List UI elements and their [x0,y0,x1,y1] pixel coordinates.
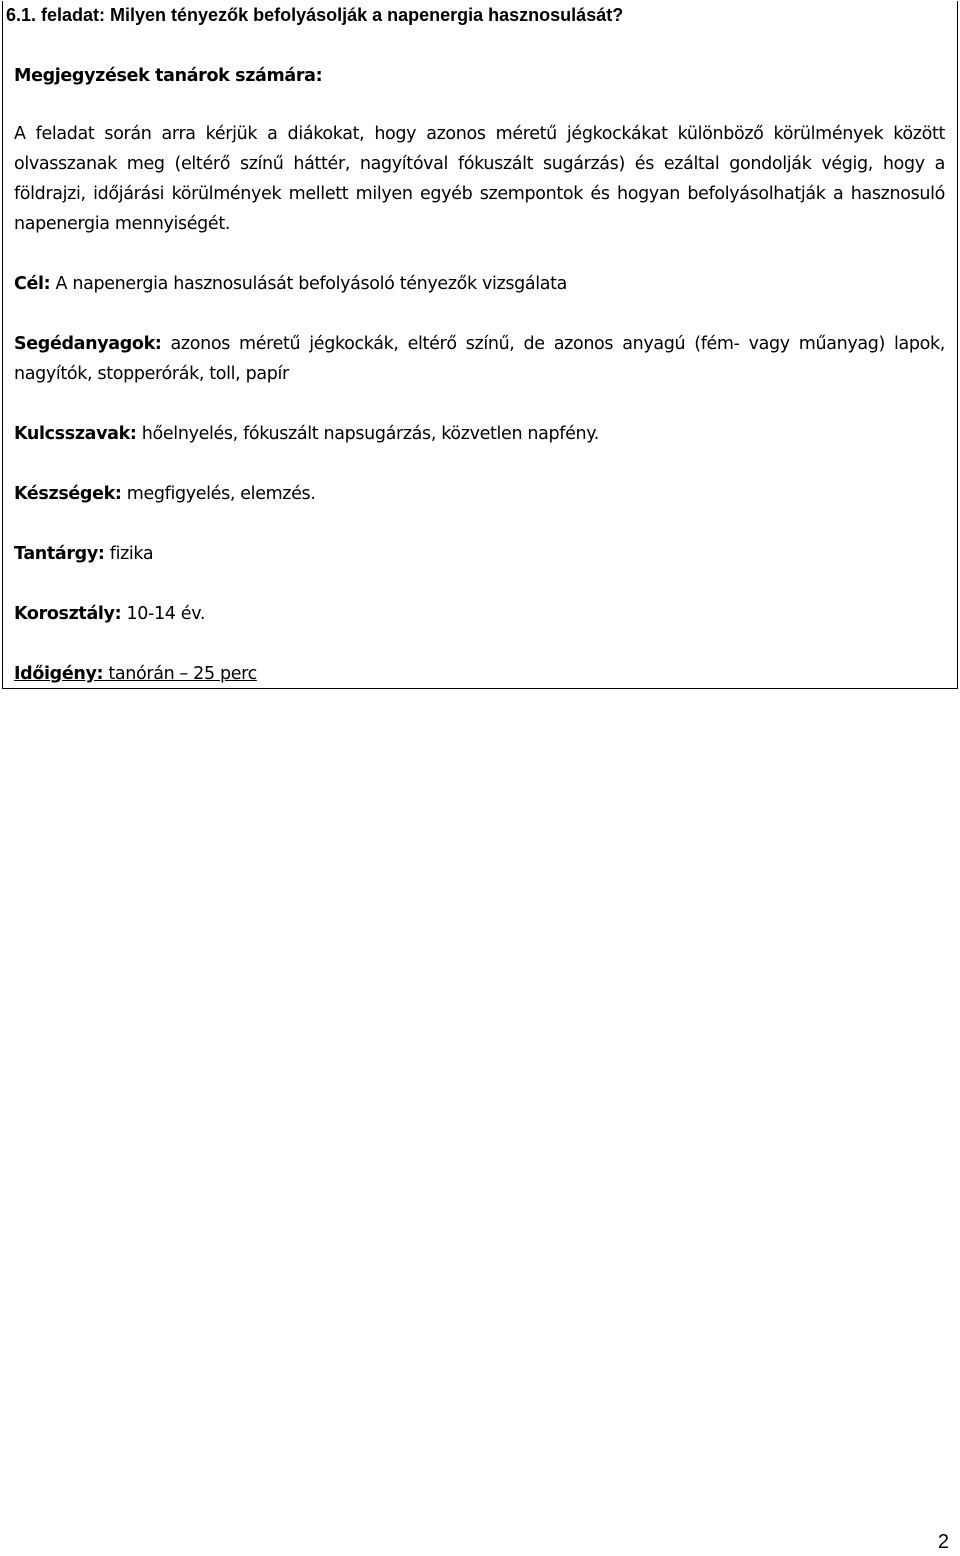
materials-label: Segédanyagok: [14,334,162,354]
subject-value: fizika [109,544,154,564]
goal-value: A napenergia hasznosulását befolyásoló tényezők vizsgálata [55,274,568,294]
age-group-field [14,599,945,629]
goal-field [14,269,945,299]
intro-paragraph: A feladat során arra kérjük a diákokat, hogy azonos méretű jégkockákat különböző körülmények között olvasszanak meg (eltérő színű háttér, nagyítóval fókuszált sugárzás) és ezáltal gondolják végig, hogy a földrajzi, időjárási körülmények mellett milyen egyéb szempontok és hogyan befolyásolhatják a hasznosuló napenergia mennyiségét. [14,124,945,234]
subject-label: Tantárgy: [14,544,105,564]
time-required-label: Időigény: [14,664,104,684]
keywords-field [14,419,945,449]
keywords-value: hőelnyelés, fókuszált napsugárzás, közvetlen napfény. [141,424,599,444]
subject-field [14,539,945,569]
page-number: 2 [937,1531,949,1553]
keywords-label: Kulcsszavak: [14,424,137,444]
section-title: 6.1. feladat: Milyen tényezők befolyásolják a napenergia hasznosulását? [6,5,624,25]
age-group-value: 10-14 év. [126,604,206,624]
skills-value: megfigyelés, elemzés. [126,484,316,504]
time-required-field [14,659,945,689]
time-required-value: tanórán – 25 perc [108,664,257,684]
teacher-notes-heading: Megjegyzések tanárok számára: [14,66,323,86]
skills-field [14,479,945,509]
age-group-label: Korosztály: [14,604,122,624]
materials-value: azonos méretű jégkockák, eltérő színű, de azonos anyagú (fém- vagy műanyag) lapok, nagyítók, stopperórák, toll, papír [14,334,945,384]
materials-field [14,329,945,389]
goal-label: Cél: [14,274,51,294]
skills-label: Készségek: [14,484,122,504]
